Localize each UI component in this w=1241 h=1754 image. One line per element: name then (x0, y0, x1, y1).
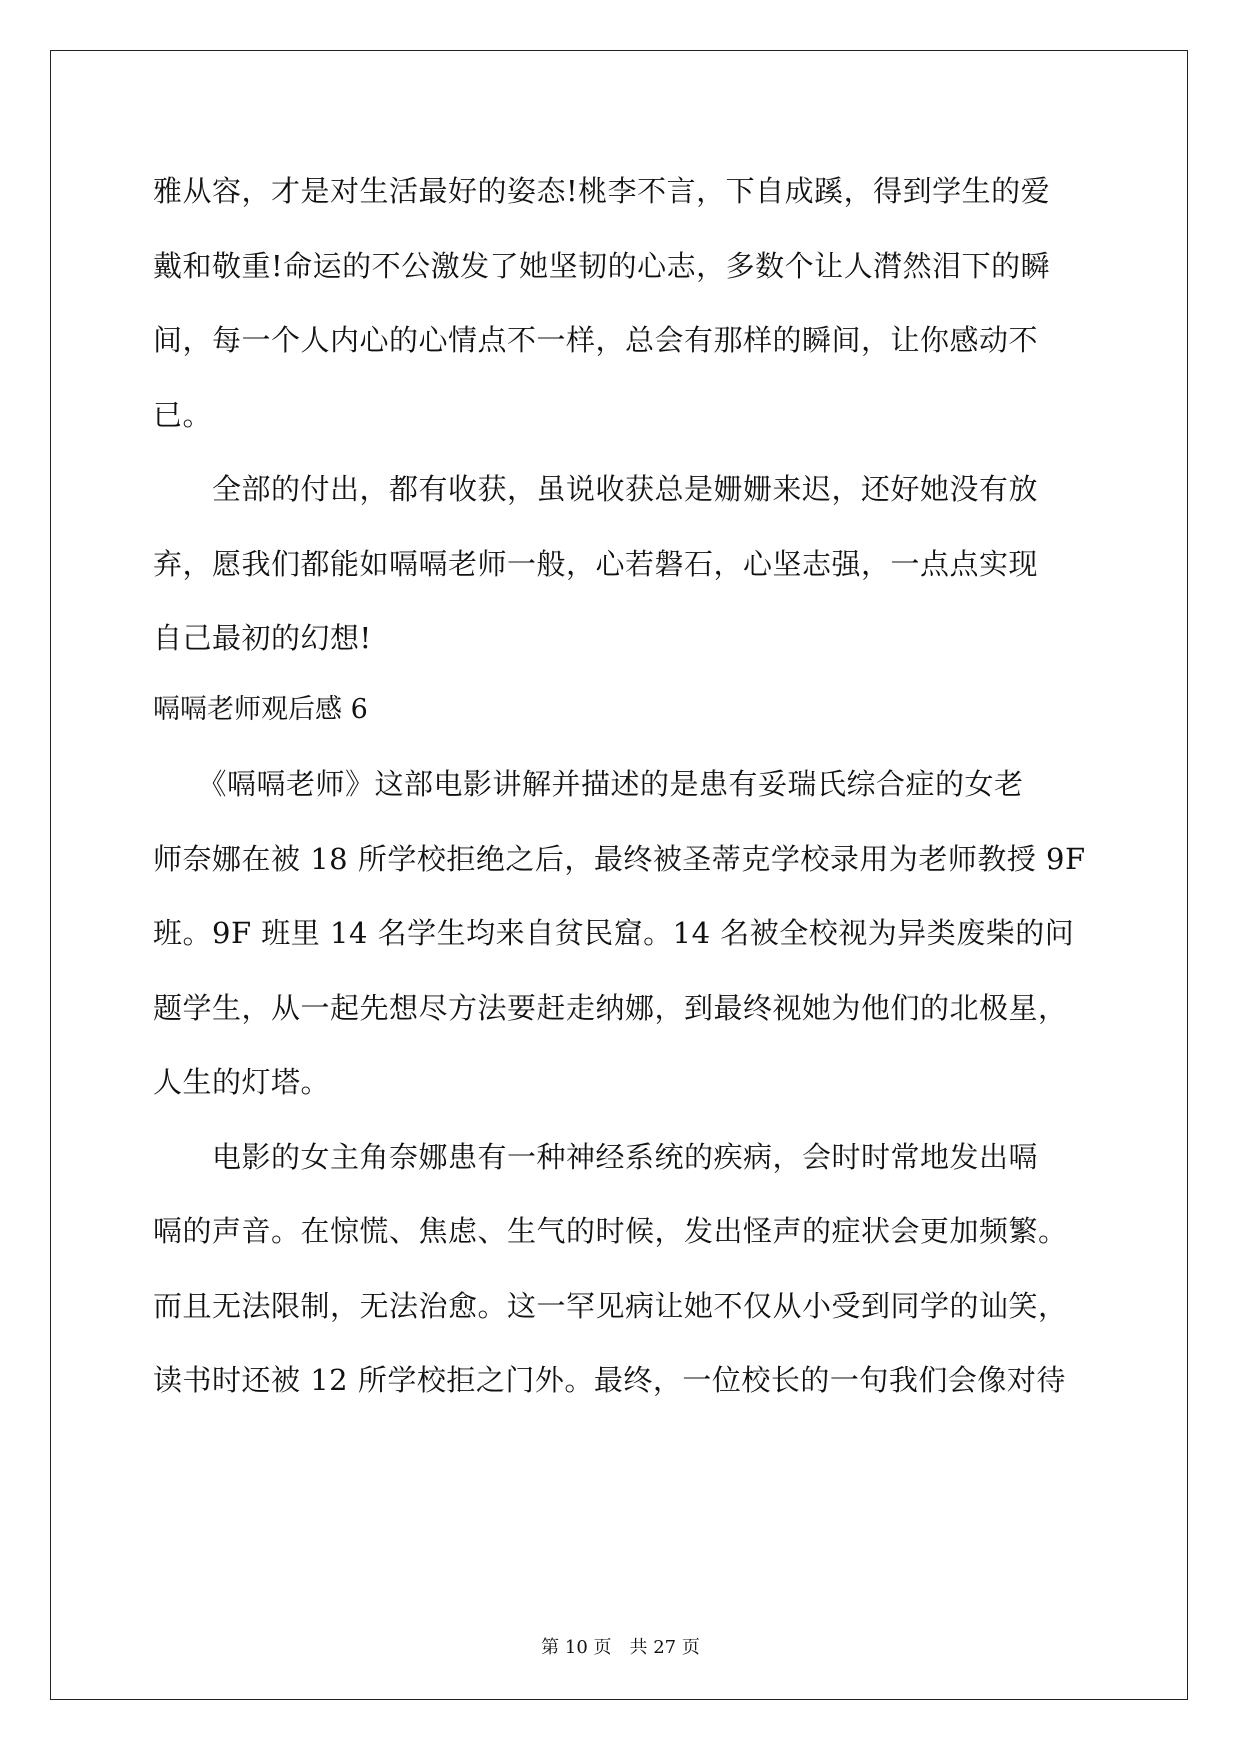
body-text-line: 题学生，从一起先想尽方法要赶走纳娜，到最终视她为他们的北极星， (153, 991, 1068, 1025)
body-text-line: 弃，愿我们都能如嗝嗝老师一般，心若磐石，心坚志强，一点点实现 (153, 547, 1039, 581)
body-text-line: 人生的灯塔。 (153, 1065, 331, 1099)
section-heading: 嗝嗝老师观后感 6 (153, 694, 368, 725)
body-text-line: 而且无法限制，无法治愈。这一罕见病让她不仅从小受到同学的讪笑， (153, 1289, 1068, 1323)
body-text-line: 电影的女主角奈娜患有一种神经系统的疾病，会时时常地发出嗝 (153, 1140, 1039, 1174)
body-text-line: 《嗝嗝老师》这部电影讲解并描述的是患有妥瑞氏综合症的女老 (153, 767, 1024, 801)
body-text-line: 读书时还被 12 所学校拒之门外。最终，一位校长的一句我们会像对待 (153, 1363, 1066, 1397)
body-text-line: 自己最初的幻想! (153, 621, 372, 655)
body-text-line: 全部的付出，都有收获，虽说收获总是姗姗来迟，还好她没有放 (153, 472, 1039, 506)
body-text-line: 嗝的声音。在惊慌、焦虑、生气的时候，发出怪声的症状会更加频繁。 (153, 1214, 1068, 1248)
body-text-line: 雅从容，才是对生活最好的姿态!桃李不言，下自成蹊，得到学生的爱 (153, 174, 1051, 208)
body-text-line: 师奈娜在被 18 所学校拒绝之后，最终被圣蒂克学校录用为老师教授 9F (153, 842, 1086, 876)
page-number-footer: 第 10 页 共 27 页 (541, 1637, 700, 1658)
body-text-line: 间，每一个人内心的心情点不一样，总会有那样的瞬间，让你感动不 (153, 323, 1039, 357)
body-text-line: 班。9F 班里 14 名学生均来自贫民窟。14 名被全校视为异类废柴的问 (153, 916, 1075, 950)
body-text-line: 戴和敬重!命运的不公激发了她坚韧的心志，多数个让人潸然泪下的瞬 (153, 249, 1051, 283)
body-text-line: 已。 (153, 398, 213, 432)
